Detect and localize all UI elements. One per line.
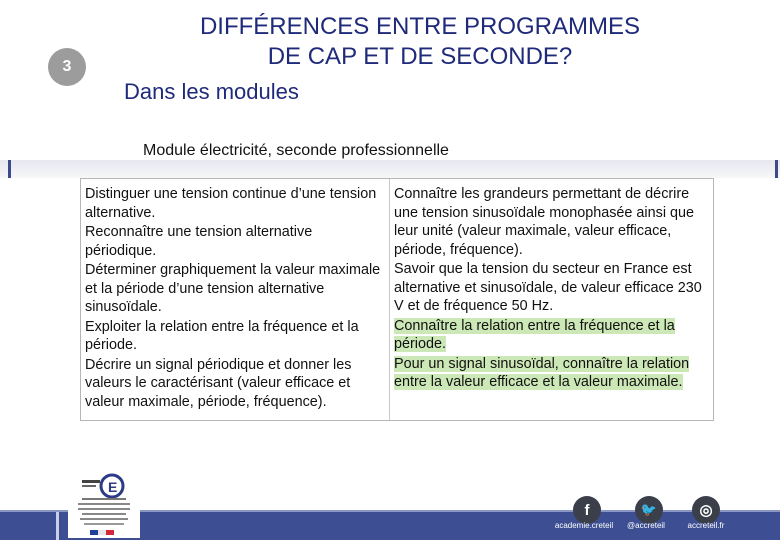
highlighted-text: Connaître la relation entre la fréquence et la période. [394,317,675,352]
seconde-item-highlighted [394,317,706,354]
facebook-label: academie.creteil [554,521,614,530]
seconde-item: Connaître les grandeurs permettant de décrire une tension sinusoïdale monophasée ainsi que leur unité (valeur maximale, valeur efficace, période, fréquence). [394,186,695,258]
header-band [0,160,780,178]
website-icon: ◎ [699,502,713,519]
cap-item: Déterminer graphiquement la valeur maximale et la période d’une tension alternative sinusoïdale. [85,262,381,315]
band-divider [775,160,778,178]
cap-column [81,179,390,420]
highlighted-text: Pour un signal sinusoïdal, connaître la relation entre la valeur efficace et la valeur maximale. [394,355,690,390]
seconde-item-highlighted [394,355,706,392]
facebook-icon: f [584,501,590,519]
svg-text:E: E [108,479,118,495]
footer-stripe [56,512,59,540]
slide-subtitle: Dans les modules [124,79,299,104]
website-button[interactable] [692,496,720,524]
twitter-icon: 🐦 [640,502,658,517]
twitter-button[interactable] [635,496,663,524]
cap-item: Exploiter la relation entre la fréquence et la période. [85,318,359,353]
facebook-button[interactable] [573,496,601,524]
cap-item: Distinguer une tension continue d’une tension alternative. [85,186,377,221]
website-label: accreteil.fr [687,521,725,530]
slide-number: 3 [62,58,72,75]
slide-number-badge [48,48,86,86]
seconde-column [390,179,712,420]
twitter-label: @accreteil [627,521,665,530]
table-caption: Module électricité, seconde professionnelle [143,142,449,159]
cap-item: Reconnaître une tension alternative périodique. [85,224,313,259]
comparison-table [80,178,714,421]
ministry-logo-icon [68,470,140,538]
cap-item: Décrire un signal périodique et donner les valeurs le caractérisant (valeur efficace et valeur maximale, période, fréquence). [85,356,352,410]
slide-title: DIFFÉRENCES ENTRE PROGRAMMES DE CAP ET DE SECONDE? [199,13,641,70]
band-divider [8,160,11,178]
seconde-item: Savoir que la tension du secteur en France est alternative et sinusoïdale, de valeur efficace 230 V et de fréquence 50 Hz. [394,261,702,314]
